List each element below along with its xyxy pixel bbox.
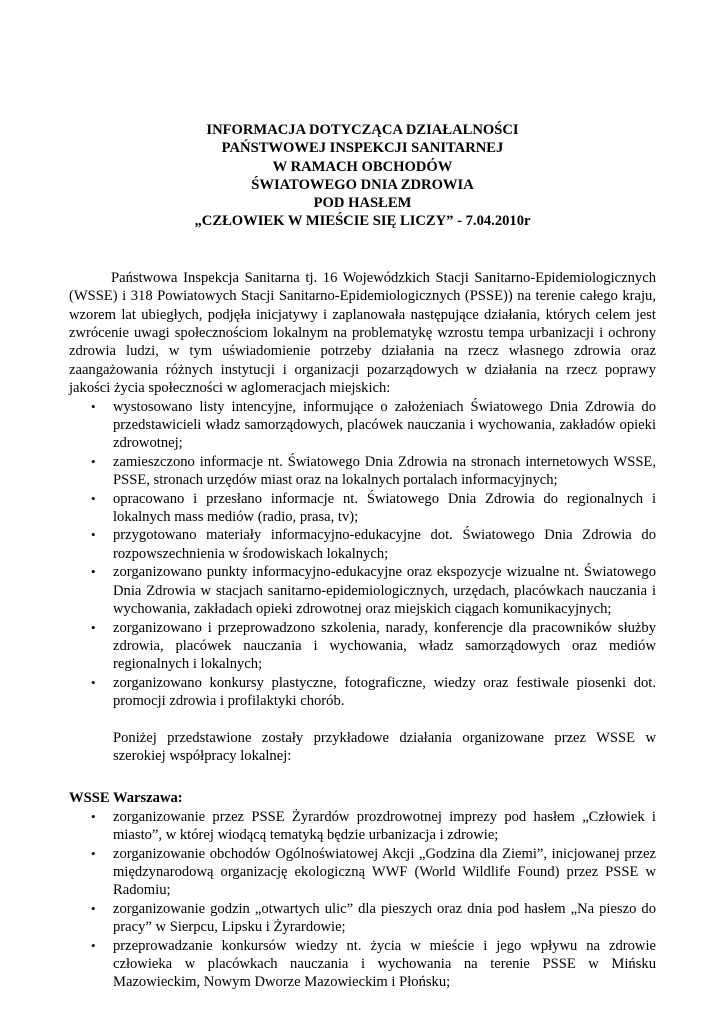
list-item xyxy=(69,453,656,490)
list-item xyxy=(69,619,656,674)
document-page xyxy=(69,121,656,992)
section-heading-wsse-warszawa: WSSE Warszawa: xyxy=(69,790,183,807)
document-title xyxy=(69,121,656,231)
list-item xyxy=(69,900,656,937)
list-item xyxy=(69,937,656,992)
title-line: POD HASŁEM xyxy=(313,195,412,212)
list-item xyxy=(69,490,656,527)
bullet-icon: • xyxy=(91,398,96,414)
title-line: ŚWIATOWEGO DNIA ZDROWIA xyxy=(251,176,474,193)
examples-intro-paragraph: Poniżej przedstawione zostały przykładowe działania organizowane przez WSSE w szerokiej współpracy lokalnej: xyxy=(113,729,656,764)
list-item xyxy=(69,674,656,711)
bullet-icon: • xyxy=(91,490,96,506)
list-item-text: zorganizowano konkursy plastyczne, fotograficzne, wiedzy oraz festiwale piosenki dot. promocji zdrowia i profilaktyki chorób. xyxy=(113,674,656,710)
title-line: „CZŁOWIEK W MIEŚCIE SIĘ LICZY” - 7.04.2010r xyxy=(194,213,531,230)
bullet-icon: • xyxy=(91,900,96,916)
list-item-text: zorganizowano i przeprowadzono szkolenia, narady, konferencje dla pracowników służby zdrowia, placówek nauczania i wychowania, władz samorządowych oraz mediów regionalnych i lokalnych; xyxy=(113,619,656,673)
list-item xyxy=(69,845,656,900)
list-item-text: przeprowadzanie konkursów wiedzy nt. życia w mieście i jego wpływu na zdrowie człowieka w placówkach nauczania i wychowania na terenie PSSE w Mińsku Mazowieckim, Nowym Dworze Mazowieckim i Płońsku; xyxy=(113,937,656,991)
bullet-icon: • xyxy=(91,453,96,469)
list-item xyxy=(69,398,656,453)
title-line: PAŃSTWOWEJ INSPEKCJI SANITARNEJ xyxy=(221,140,504,157)
bullet-icon: • xyxy=(91,808,96,824)
bullet-icon: • xyxy=(91,937,96,953)
title-line: W RAMACH OBCHODÓW xyxy=(272,158,453,175)
list-item-text: wystosowano listy intencyjne, informujące o założeniach Światowego Dnia Zdrowia do przedstawicieli władz samorządowych, placówek nauczania i wychowania, zakładów opieki zdrowotnej; xyxy=(113,398,656,452)
wsse-warszawa-list xyxy=(69,808,656,992)
list-item-text: zorganizowanie przez PSSE Żyrardów prozdrowotnej imprezy pod hasłem „Człowiek i miasto”, w której wiodącą tematyką będzie urbanizacja i zdrowie; xyxy=(113,808,656,844)
list-item-text: opracowano i przesłano informacje nt. Światowego Dnia Zdrowia do regionalnych i lokalnych mass mediów (radio, prasa, tv); xyxy=(113,490,656,526)
activities-list xyxy=(69,398,656,711)
list-item xyxy=(69,526,656,563)
bullet-icon: • xyxy=(91,674,96,690)
bullet-icon: • xyxy=(91,564,96,580)
list-item-text: zorganizowanie obchodów Ogólnoświatowej Akcji „Godzina dla Ziemi”, inicjowanej przez międzynarodową organizację ekologiczną WWF (World Wildlife Found) przez PSSE w Radomiu; xyxy=(113,845,656,899)
title-line: INFORMACJA DOTYCZĄCA DZIAŁALNOŚCI xyxy=(206,122,519,138)
intro-paragraph: Państwowa Inspekcja Sanitarna tj. 16 Wojewódzkich Stacji Sanitarno-Epidemiologicznych (WSSE) i 318 Powiatowych Stacji Sanitarno-Epidemiologicznych (PSSE)) na terenie całego kraju, wzorem lat ubiegłych, podjęła inicjatywy i zaplanowała następujące działania, których celem jest zwrócenie uwagi społecznościom lokalnym na problematykę wzrostu tempa urbanizacji i ochrony zdrowia ludzi, w tym uświadomienie potrzeby działania na rzecz własnego zdrowia oraz zaangażowania różnych instytucji i organizacji pozarządowych w działania na rzecz poprawy jakości życia społeczności w aglomeracjach miejskich: xyxy=(69,269,656,397)
list-item xyxy=(69,563,656,618)
bullet-icon: • xyxy=(91,845,96,861)
bullet-icon: • xyxy=(91,619,96,635)
list-item-text: zorganizowano punkty informacyjno-edukacyjne oraz ekspozycje wizualne nt. Światowego Dnia Zdrowia w stacjach sanitarno-epidemiologicznych, urzędach, placówkach nauczania i wychowania, zakładach opieki zdrowotnej oraz miejskich ciągach komunikacyjnych; xyxy=(113,564,656,618)
list-item-text: zorganizowanie godzin „otwartych ulic” dla pieszych oraz dnia pod hasłem „Na pieszo do pracy” w Sierpcu, Lipsku i Żyrardowie; xyxy=(113,900,656,936)
list-item-text: przygotowano materiały informacyjno-edukacyjne dot. Światowego Dnia Zdrowia do rozpowszechnienia w środowiskach lokalnych; xyxy=(113,527,656,562)
bullet-icon: • xyxy=(91,527,96,543)
list-item xyxy=(69,808,656,845)
list-item-text: zamieszczono informacje nt. Światowego Dnia Zdrowia na stronach internetowych WSSE, PSSE, stronach urzędów miast oraz na lokalnych portalach informacyjnych; xyxy=(113,453,656,489)
